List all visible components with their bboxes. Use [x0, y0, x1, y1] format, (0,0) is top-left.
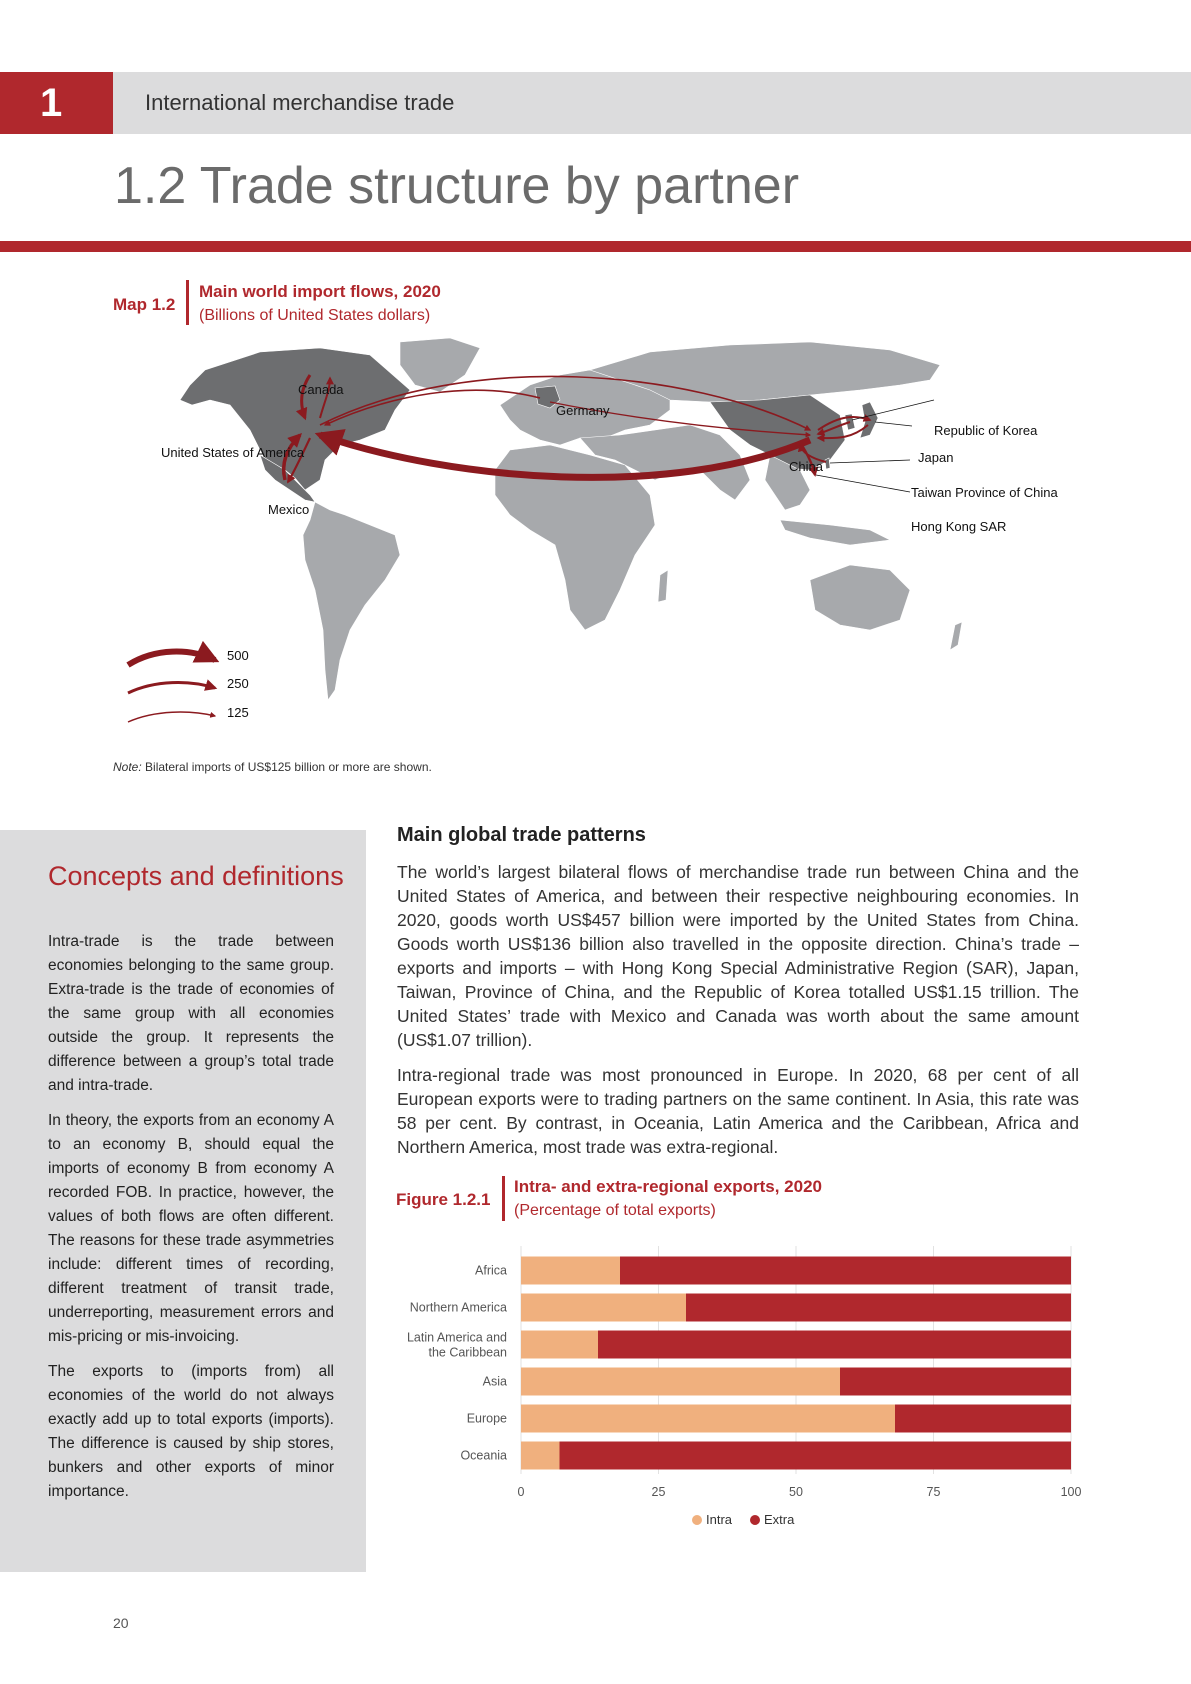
- map-note: [113, 760, 432, 774]
- label-korea: Republic of Korea: [934, 423, 1038, 438]
- bar-intra: [521, 1257, 620, 1285]
- map-label: Map 1.2: [113, 295, 176, 314]
- category-label: Africa: [475, 1263, 507, 1278]
- category-label: Northern America: [409, 1300, 507, 1315]
- bar-extra: [620, 1257, 1071, 1285]
- category-label: Latin America and the Caribbean: [406, 1330, 507, 1360]
- chapter-title: International merchandise trade: [145, 90, 455, 115]
- section-heading: Main global trade patterns: [397, 824, 646, 846]
- label-japan: Japan: [918, 450, 954, 465]
- sidebar-title: Concepts and definitions: [48, 861, 344, 891]
- leader-taiwan: [830, 460, 910, 463]
- land-indonesia: [780, 520, 890, 545]
- legend-value-500: 500: [227, 648, 249, 663]
- category-label: Asia: [482, 1374, 507, 1389]
- map-title: Main world import flows, 2020: [199, 282, 441, 301]
- caption-bar: [502, 1176, 505, 1221]
- leader-japan: [875, 422, 912, 426]
- bar-intra: [521, 1368, 840, 1396]
- note-prefix: Note:: [113, 760, 142, 774]
- page-number: 20: [113, 1615, 129, 1631]
- world-import-flows-map: [110, 330, 1080, 750]
- legend-value-250: 250: [227, 676, 249, 691]
- bar-extra: [895, 1405, 1071, 1433]
- figure-label: Figure 1.2.1: [396, 1190, 491, 1209]
- bar-extra: [840, 1368, 1071, 1396]
- bar-intra: [521, 1294, 686, 1322]
- section-divider: [0, 241, 1191, 252]
- legend-label-intra: Intra: [706, 1512, 733, 1527]
- body-paragraph: The world’s largest bilateral flows of merchandise trade run between China and the United States of America, and between their respective neighbouring economies. In 2020, goods worth US$457 billion were imported by the United States from China. Goods worth US$136 billion also travelled in the opposite direction. China’s trade – exports and imports – with Hong Kong Special Administrative Region (SAR), Japan, Taiwan, Province of China, and the Republic of Korea totalled US$1.15 trillion. The United States’ trade with Mexico and Canada was worth about the same amount (US$1.07 trillion).: [397, 862, 1079, 1050]
- sidebar-paragraph: In theory, the exports from an economy A to an economy B, should equal the imports of economy B from economy A recorded FOB. In practice, however, the values of both flows are often different. The reasons for these trade asymmetries include: different times of recording, different treatment of transit trade, underreporting, measurement errors and mis-pricing or mis-invoicing.: [48, 1112, 334, 1345]
- chapter-number: 1: [0, 72, 113, 134]
- body-paragraph: Intra-regional trade was most pronounced in Europe. In 2020, 68 per cent of all European exports were to trading partners on the same continent. In Asia, this rate was 58 per cent. By contrast, in Oceania, Latin America and the Caribbean, Africa and Northern America, most trade was extra-regional.: [397, 1065, 1079, 1157]
- legend-arrow-125: [128, 712, 215, 722]
- land-madagascar: [658, 570, 668, 602]
- figure-title: Intra- and extra-regional exports, 2020: [514, 1177, 822, 1196]
- legend-arrow-500: [128, 652, 215, 665]
- x-tick-label: 100: [1060, 1485, 1082, 1499]
- x-tick-label: 75: [926, 1485, 941, 1499]
- legend-swatch-intra: [692, 1515, 702, 1525]
- category-label: Europe: [466, 1411, 507, 1426]
- sidebar-paragraph: Intra-trade is the trade between economies belonging to the same group. Extra-trade is the trade of economies of the same group with all economies outside the group. It represents the difference between a group’s total trade and intra-trade.: [48, 933, 334, 1094]
- note-text: Bilateral imports of US$125 billion or more are shown.: [141, 760, 432, 774]
- bar-extra: [686, 1294, 1071, 1322]
- x-tick-label: 50: [789, 1485, 803, 1499]
- bar-intra: [521, 1442, 560, 1470]
- land-australia: [810, 565, 910, 630]
- legend-arrow-250: [128, 683, 215, 693]
- map-subtitle: (Billions of United States dollars): [199, 307, 431, 324]
- label-mexico: Mexico: [268, 502, 310, 517]
- main-body: [397, 860, 1079, 1170]
- legend-label-extra: Extra: [764, 1512, 795, 1527]
- figure-subtitle: (Percentage of total exports): [514, 1202, 716, 1219]
- land-taiwan: [825, 458, 830, 469]
- label-germany: Germany: [556, 403, 610, 418]
- map-legend: [128, 648, 249, 722]
- x-tick-label: 0: [517, 1485, 525, 1499]
- sidebar-paragraph: The exports to (imports from) all economies of the world do not always exactly add up to total exports (imports). The difference is caused by ship stores, bunkers and other exports of minor importance.: [48, 1363, 334, 1500]
- bar-extra: [560, 1442, 1072, 1470]
- bar-intra: [521, 1331, 598, 1359]
- label-canada: Canada: [298, 382, 344, 397]
- x-tick-label: 25: [651, 1485, 666, 1499]
- label-usa: United States of America: [161, 445, 305, 460]
- bar-intra: [521, 1405, 895, 1433]
- page-title: 1.2 Trade structure by partner: [114, 157, 800, 215]
- land-new-zealand: [950, 622, 962, 650]
- land-greenland: [400, 338, 480, 392]
- label-china: China: [789, 459, 823, 474]
- category-label: Oceania: [460, 1448, 507, 1463]
- sidebar-body: [48, 930, 334, 1515]
- bar-extra: [598, 1331, 1071, 1359]
- label-hongkong: Hong Kong SAR: [911, 519, 1007, 534]
- caption-bar: [186, 280, 189, 325]
- land-south-america: [303, 502, 400, 700]
- intra-extra-exports-chart: [380, 1240, 1100, 1530]
- leader-hongkong: [816, 475, 910, 492]
- label-taiwan: Taiwan Province of China: [911, 485, 1058, 500]
- legend-value-125: 125: [227, 705, 249, 720]
- legend-swatch-extra: [750, 1515, 760, 1525]
